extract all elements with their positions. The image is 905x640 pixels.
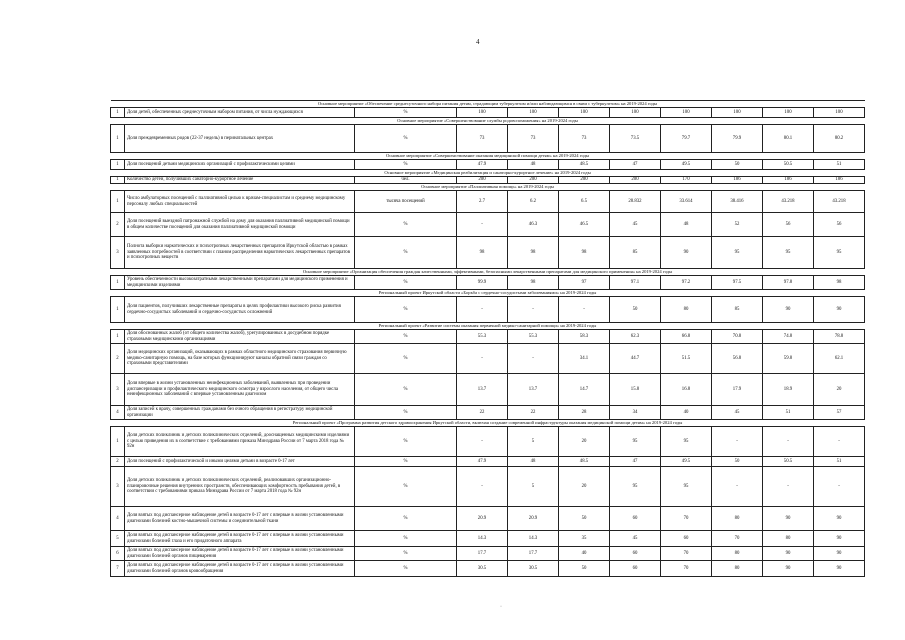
value-cell: 95 [763,237,814,269]
unit-cell: % [355,276,457,290]
row-number: 1 [111,191,125,213]
value-cell: 38.416 [712,191,763,213]
unit-cell: % [355,507,457,531]
value-cell: 50.5 [763,457,814,467]
value-cell: 90 [661,237,712,269]
value-cell: 6.2 [508,191,559,213]
unit-cell: % [355,160,457,170]
row-number: 2 [111,344,125,374]
row-number: 3 [111,374,125,406]
value-cell: 60 [610,507,661,531]
unit-cell: % [355,330,457,344]
row-number: 2 [111,457,125,467]
value-cell: 100 [661,108,712,118]
value-cell: 43.218 [814,191,865,213]
section-title: Основное мероприятие «Медицинская реабилитация и санаторно-курортное лечение» на 2019-2024 годы [111,170,865,177]
section-title: Региональный проект «Развитие системы оказания первичной медико-санитарной помощи» на 2019-2024 годы [111,323,865,330]
value-cell: 90 [763,507,814,531]
value-cell: 50 [559,507,610,531]
section-title: Основное мероприятие «Паллиативная помощь» на 2019-2024 годы [111,184,865,191]
row-number: 1 [111,427,125,457]
value-cell: 200 [457,177,508,184]
value-cell: 13.7 [508,374,559,406]
indicator-name: Доля пациентов, получивших лекарственные препараты в целях профилактики высокого риска развития сердечно-сосудистых заболеваний и сердечно-сосудистых осложнений [125,297,355,323]
value-cell: 100 [814,108,865,118]
indicator-name: Доля взятых под диспансерное наблюдение детей в возрасте 0-17 лет с впервые в жизни установленными диагнозами болезней органов пищеварения [125,547,355,561]
value-cell: 186 [763,177,814,184]
value-cell: 200 [610,177,661,184]
unit-cell: % [355,374,457,406]
value-cell: 50 [610,297,661,323]
value-cell: 20.9 [457,507,508,531]
unit-cell: % [355,344,457,374]
value-cell: - [763,467,814,507]
value-cell: 100 [508,108,559,118]
value-cell: 73.5 [610,125,661,153]
value-cell: - [508,297,559,323]
value-cell: 60 [610,547,661,561]
section-title: Основное мероприятие «Обеспечение среднесуточного набора питания детям, страдающим туберкулезом и/или наблюдающимся в связи с туберкулезом» на 2019-2024 годы [111,101,865,108]
value-cell: 62.3 [610,330,661,344]
indicator-name: Доля взятых под диспансерное наблюдение детей в возрасте 0-17 лет с впервые в жизни установленными диагнозами болезней глаза и его придаточного аппарата [125,531,355,547]
section-header-row [111,118,865,125]
unit-cell: % [355,108,457,118]
row-number: 6 [111,547,125,561]
value-cell: 70 [712,531,763,547]
value-cell: 49.5 [661,457,712,467]
value-cell: - [763,427,814,457]
value-cell: 100 [763,108,814,118]
value-cell: 5 [508,467,559,507]
value-cell: 70 [661,507,712,531]
value-cell: 79.7 [661,125,712,153]
indicator-row [111,125,865,153]
indicators-table [110,100,865,577]
value-cell: 6.5 [559,191,610,213]
unit-cell: % [355,467,457,507]
row-number: 4 [111,507,125,531]
indicator-row [111,297,865,323]
value-cell: 98 [457,237,508,269]
value-cell: - [457,467,508,507]
value-cell: 17.7 [508,547,559,561]
section-header-row [111,170,865,177]
section-header-row [111,269,865,276]
indicator-row [111,427,865,457]
unit-cell: тысяча посещений [355,191,457,213]
value-cell: 70 [661,561,712,577]
value-cell: 100 [457,108,508,118]
unit-cell: чел. [355,177,457,184]
value-cell: 48 [661,213,712,237]
unit-cell: % [355,213,457,237]
value-cell: - [712,427,763,457]
row-number: 5 [111,531,125,547]
value-cell: 43.218 [763,191,814,213]
indicator-row [111,457,865,467]
indicator-row [111,177,865,184]
indicator-row [111,160,865,170]
value-cell: 98 [814,276,865,290]
value-cell: 90 [814,547,865,561]
unit-cell: % [355,457,457,467]
value-cell: 47.9 [457,160,508,170]
indicator-row [111,507,865,531]
value-cell: 20.9 [508,507,559,531]
value-cell: 80 [712,507,763,531]
value-cell: 13.7 [457,374,508,406]
indicator-row [111,547,865,561]
indicator-name: Уровень обеспеченности высокозатратными лекарственными препаратами для медицинского применения и медицинскими изделиями [125,276,355,290]
row-number: 7 [111,561,125,577]
section-header-row [111,184,865,191]
page-number: 4 [476,38,480,46]
value-cell: 90 [763,561,814,577]
value-cell: 62.1 [814,344,865,374]
value-cell: 48 [508,457,559,467]
value-cell: 80 [712,561,763,577]
value-cell: 48.5 [559,457,610,467]
value-cell: 95 [712,237,763,269]
indicator-name: Доля обоснованных жалоб (от общего количества жалоб), урегулированных в досудебном порядке страховыми медицинскими организациями [125,330,355,344]
value-cell: 78.8 [814,330,865,344]
value-cell: - [457,213,508,237]
section-header-row [111,101,865,108]
value-cell: 47.9 [457,457,508,467]
section-title: Основное мероприятие «Совершенствование оказания медицинской помощи детям» на 2019-2024 годы [111,153,865,160]
value-cell: 97.8 [763,276,814,290]
row-number: 2 [111,213,125,237]
indicator-name: Доля детских поликлиник и детских поликлинических отделений, дооснащенных медицинскими изделиями с целью приведения их в соответствие с требованиями приказа Минздрава России от 7 марта 2018 года № 92н [125,427,355,457]
value-cell: 20 [559,467,610,507]
value-cell: 74.8 [763,330,814,344]
value-cell: 200 [508,177,559,184]
value-cell: 80 [763,531,814,547]
section-header-row [111,323,865,330]
indicator-row [111,344,865,374]
indicator-name: Доля посещений детьми медицинских организаций с профилактическими целями [125,160,355,170]
value-cell: 200 [559,177,610,184]
unit-cell: % [355,125,457,153]
value-cell: 98 [508,276,559,290]
row-number: 3 [111,467,125,507]
indicator-row [111,531,865,547]
indicator-name: Доля посещений с профилактической и иными целями детьми в возрасте 0-17 лет [125,457,355,467]
value-cell: 40 [559,547,610,561]
value-cell: 90 [814,531,865,547]
value-cell: 33.614 [661,191,712,213]
value-cell: - [508,344,559,374]
value-cell: 73 [457,125,508,153]
value-cell: 30.5 [457,561,508,577]
value-cell: 90 [814,297,865,323]
value-cell: 170 [661,177,712,184]
value-cell: - [814,467,865,507]
value-cell: 40 [661,406,712,420]
row-number: 1 [111,177,125,184]
value-cell: 100 [559,108,610,118]
value-cell: 18.9 [763,374,814,406]
value-cell: 5 [508,427,559,457]
value-cell: 46.3 [508,213,559,237]
indicator-name: Доля записей к врачу, совершенных гражданами без очного обращения в регистратуру медицинской организации [125,406,355,420]
value-cell: 22 [508,406,559,420]
value-cell: 52 [712,213,763,237]
table-body [111,101,865,577]
value-cell: 30.5 [508,561,559,577]
value-cell: 79.9 [712,125,763,153]
value-cell: 90 [763,297,814,323]
value-cell: 80 [661,297,712,323]
value-cell: 51 [763,406,814,420]
value-cell: 70 [661,547,712,561]
value-cell: 73 [508,125,559,153]
value-cell: 100 [610,108,661,118]
value-cell: - [559,297,610,323]
section-title: Основное мероприятие «Совершенствование службы родовспоможения» на 2019-2024 годы [111,118,865,125]
value-cell: 28 [559,406,610,420]
value-cell: 70.8 [712,330,763,344]
value-cell: 57 [814,406,865,420]
unit-cell: % [355,406,457,420]
value-cell: 98 [559,237,610,269]
value-cell: 50.5 [763,160,814,170]
value-cell: 48.5 [559,160,610,170]
value-cell: 15.8 [610,374,661,406]
value-cell: 99.9 [457,276,508,290]
unit-cell: % [355,237,457,269]
value-cell: 60 [610,561,661,577]
value-cell: 50 [712,160,763,170]
value-cell: 44.7 [610,344,661,374]
indicator-row [111,561,865,577]
indicator-row [111,406,865,420]
value-cell: 90 [763,547,814,561]
indicator-name: Полнота выборки наркотических и психотропных лекарственных препаратов Иркутской областью в рамках заявленных потребностей в соответствии с планом распределения наркотических лекарственных препаратов и психотропных веществ [125,237,355,269]
value-cell: 2.7 [457,191,508,213]
value-cell: 186 [814,177,865,184]
indicator-row [111,330,865,344]
value-cell: 20 [559,427,610,457]
value-cell: 49.5 [661,160,712,170]
unit-cell: % [355,547,457,561]
scan-dot: · [500,604,502,610]
value-cell: 51.5 [661,344,712,374]
value-cell: 95 [814,237,865,269]
value-cell: 48 [508,160,559,170]
value-cell: 95 [610,467,661,507]
value-cell: - [457,297,508,323]
value-cell: 58.3 [559,330,610,344]
value-cell: 51 [814,457,865,467]
indicator-row [111,191,865,213]
value-cell: 73 [559,125,610,153]
value-cell: 20 [814,374,865,406]
section-title: Основное мероприятие «Организация обеспечения граждан качественными, эффективными, безопасными лекарственными препаратами для медицинского применения» на 2019-2024 годы [111,269,865,276]
value-cell: 55.3 [457,330,508,344]
row-number: 1 [111,160,125,170]
value-cell: 22 [457,406,508,420]
row-number: 1 [111,330,125,344]
value-cell: 50 [712,457,763,467]
value-cell: - [712,467,763,507]
value-cell: 90 [814,507,865,531]
indicator-row [111,213,865,237]
value-cell: 97.5 [712,276,763,290]
row-number: 3 [111,237,125,269]
section-header-row [111,153,865,160]
indicator-name: Доля детей, обеспеченных среднесуточным набором питания, от числа нуждающихся [125,108,355,118]
value-cell: 45 [712,406,763,420]
indicator-name: Доля преждевременных родов (22-37 недель) в перинатальных центрах [125,125,355,153]
value-cell: 55.3 [508,330,559,344]
value-cell: 95 [661,467,712,507]
value-cell: 50 [559,561,610,577]
indicator-name: Доля взятых под диспансерное наблюдение детей в возрасте 0-17 лет с впервые в жизни установленными диагнозами болезней костно-мышечной системы и соединительной ткани [125,507,355,531]
value-cell: 95 [610,427,661,457]
value-cell: 47 [610,160,661,170]
row-number: 4 [111,406,125,420]
value-cell: 97 [559,276,610,290]
indicator-name: Число амбулаторных посещений с паллиативной целью к врачам-специалистам и среднему медицинскому персоналу любых специальностей [125,191,355,213]
indicator-name: Доля посещений выездной патронажной службой на дому для оказания паллиативной медицинской помощи в общем количестве посещений для оказания паллиативной медицинской помощи [125,213,355,237]
value-cell: 56.8 [712,344,763,374]
value-cell: 80.2 [814,125,865,153]
value-cell: 56 [814,213,865,237]
value-cell: - [457,344,508,374]
unit-cell: % [355,427,457,457]
value-cell: 186 [712,177,763,184]
value-cell: 98 [508,237,559,269]
value-cell: 47 [610,457,661,467]
value-cell: 46.5 [559,213,610,237]
indicator-row [111,467,865,507]
indicator-name: Доля взятых под диспансерное наблюдение детей в возрасте 0-17 лет с впервые в жизни установленными диагнозами болезней органов кровообращения [125,561,355,577]
value-cell: 17.7 [457,547,508,561]
value-cell: 35 [559,531,610,547]
value-cell: 60 [661,531,712,547]
value-cell: 97.2 [661,276,712,290]
value-cell: 97.1 [610,276,661,290]
indicator-name: Доля впервые в жизни установленных неинфекционных заболеваний, выявленных при проведении диспансеризации и профилактического медицинского осмотра у взрослого населения, от общего числа неинфекционных заболеваний с впервые установленным диагнозом [125,374,355,406]
indicator-row [111,108,865,118]
indicator-row [111,276,865,290]
unit-cell: % [355,531,457,547]
value-cell: 90 [814,561,865,577]
value-cell: 16.8 [661,374,712,406]
value-cell: 59.8 [763,344,814,374]
section-header-row [111,420,865,427]
value-cell: 34.1 [559,344,610,374]
section-header-row [111,290,865,297]
unit-cell: % [355,561,457,577]
value-cell: 45 [610,213,661,237]
value-cell: - [814,427,865,457]
section-title: Региональный проект «Программа развития детского здравоохранения Иркутской области, включая создание современной инфраструктуры оказания медицинской помощи детям» на 2019-2024 годы [111,420,865,427]
row-number: 1 [111,297,125,323]
indicator-name: Доля медицинских организаций, оказывающих в рамках областного медицинского страхования первичную медико-санитарную помощь, на базе которых функционируют каналы обратной связи граждан со страховыми представителями [125,344,355,374]
value-cell: 14.3 [457,531,508,547]
value-cell: 66.8 [661,330,712,344]
indicator-name: Доля детских поликлиник и детских поликлинических отделений, реализовавших организационно-планировочные решения внутренних пространств, обеспечивающих комфортность пребывания детей, в соответствии с требованиями приказа Минздрава России от 7 марта 2018 года № 92н [125,467,355,507]
row-number: 1 [111,276,125,290]
unit-cell: % [355,297,457,323]
indicator-name: Количество детей, получивших санаторно-курортное лечение [125,177,355,184]
value-cell: 95 [661,427,712,457]
value-cell: 80 [712,547,763,561]
value-cell: 28.832 [610,191,661,213]
value-cell: 56 [763,213,814,237]
value-cell: 100 [712,108,763,118]
value-cell: 80.1 [763,125,814,153]
section-title: Региональный проект Иркутской области «Борьба с сердечно-сосудистыми заболеваниями» на 2019-2024 годы [111,290,865,297]
value-cell: 14.7 [559,374,610,406]
row-number: 1 [111,108,125,118]
indicator-row [111,237,865,269]
value-cell: 51 [814,160,865,170]
value-cell: 14.3 [508,531,559,547]
value-cell: 85 [610,237,661,269]
value-cell: 45 [610,531,661,547]
value-cell: - [457,427,508,457]
indicator-row [111,374,865,406]
value-cell: 34 [610,406,661,420]
value-cell: 85 [712,297,763,323]
value-cell: 17.9 [712,374,763,406]
row-number: 1 [111,125,125,153]
